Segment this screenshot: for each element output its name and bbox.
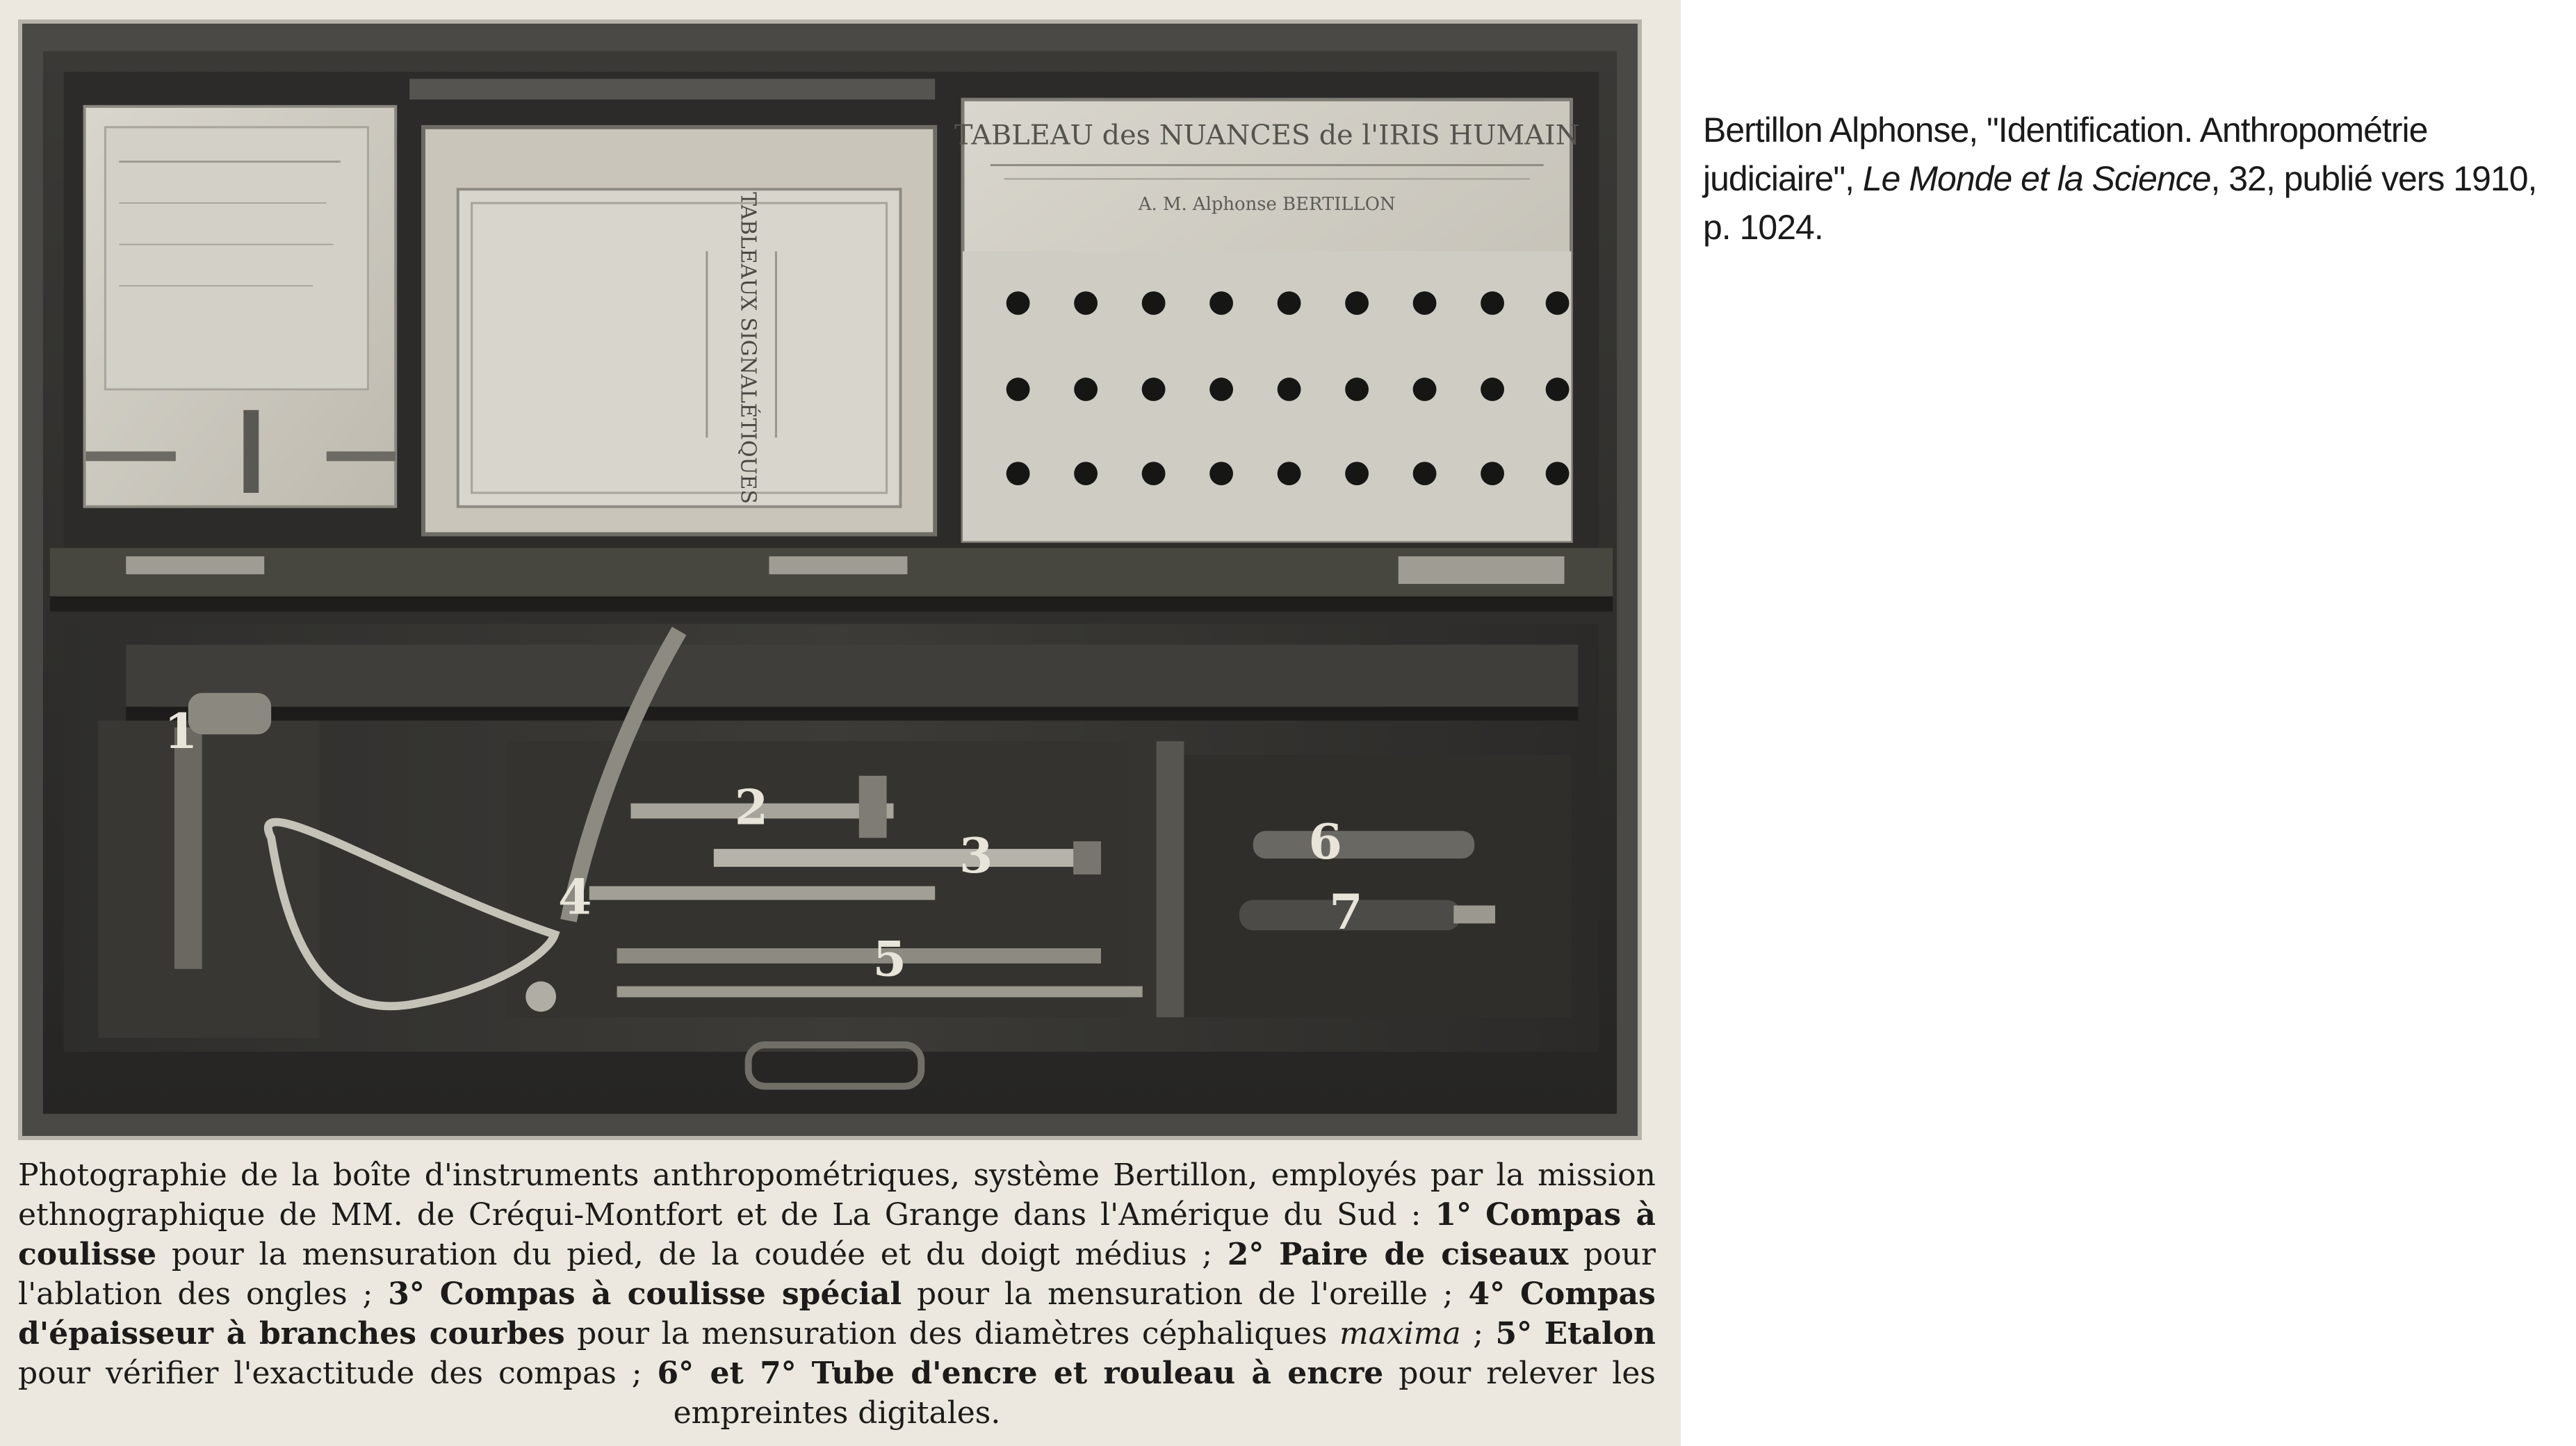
caption-item5-desc: pour vérifier l'exactitude des compas ; [18,1356,642,1391]
iris-chart-title: TABLEAU des NUANCES de l'IRIS HUMAIN [954,119,1580,152]
photograph [18,19,1642,1140]
label-3: 3 [959,827,993,884]
instrument-box-photo [22,24,1638,1136]
caption-item3-num: 3° [388,1276,425,1312]
citation-details: , 32, publié vers 1910, p. 1024. [1703,159,2537,247]
caption-item4-italic: maxima [1339,1316,1461,1351]
caption-item1-name: Compas à coulisse [18,1197,1656,1272]
bibliographic-citation [1703,106,2558,252]
caption-item1-desc: pour la mensuration du pied, de la coudée et du doigt médius ; [171,1237,1213,1272]
label-5: 5 [872,931,907,988]
caption-item5-name: Etalon [1544,1316,1656,1351]
caption-item5-num: 5° [1495,1316,1533,1351]
label-6: 6 [1308,814,1342,870]
book-cover-text [736,192,761,503]
citation-journal: Le Monde et la Science [1862,159,2211,198]
caption-item4-num: 4° [1468,1276,1506,1312]
caption-item4-name: Compas d'épaisseur à branches courbes [18,1276,1656,1351]
book-spine-label: TABLEAUX SIGNALÉTIQUES [735,192,760,504]
label-4: 4 [558,869,592,926]
citation-author-title: Bertillon Alphonse, "Identification. Anthropométrie judiciaire", [1703,111,2428,198]
caption-item1-num: 1° [1435,1197,1472,1233]
box-lid [64,72,1599,548]
caption-item3-name: Compas à coulisse spécial [439,1276,902,1312]
caption-item3-desc: pour la mensuration de l'oreille ; [917,1276,1453,1312]
caption-item2-desc: pour l'ablation des ongles ; [18,1237,1656,1312]
caption-item2-num: 2° [1227,1237,1264,1272]
iris-chart-author: A. M. Alphonse BERTILLON [1138,194,1396,215]
caption-item67-name: Tube d'encre et rouleau à encre [811,1356,1384,1391]
caption-item2-name: Paire de ciseaux [1279,1237,1569,1272]
caption-item67-num: 6° et 7° [657,1356,797,1391]
label-1: 1 [163,704,198,761]
photo-caption: Photographie de la boîte d'instruments anthropométriques, système Bertillon, employés par la mission ethnographique de MM. de Créqui-Montfort et de La Grange dans l'Amérique du Sud : 1° Compas à coulisse pour la mensuration du pied, de la coudée et du doigt médius ; 2° Paire de ciseaux pour l'ablation des ongles ; 3° Compas à coulisse spécial pour la mensuration de l'oreille ; 4° Compas d'épaisseur à branches courbes pour la mensuration des diamètres céphaliques maxima ; 5° Etalon pour vérifier l'exactitude des compas ; 6° et 7° Tube d'encre et rouleau à encre pour relever les empreintes digitales. [18,1157,1656,1431]
caption-intro: Photographie de la boîte d'instruments anthropométriques, système Bertillon, employés par la mission ethnographique de MM. de Créqui-Montfort et de La Grange dans l'Amérique du Sud : [18,1157,1656,1233]
label-7: 7 [1329,884,1363,941]
label-2: 2 [734,779,769,836]
caption-item4-desc: pour la mensuration des diamètres céphaliques [577,1316,1328,1351]
box-tray [64,624,1599,1087]
caption-item67-desc: pour relever les empreintes digitales. [673,1356,1656,1431]
